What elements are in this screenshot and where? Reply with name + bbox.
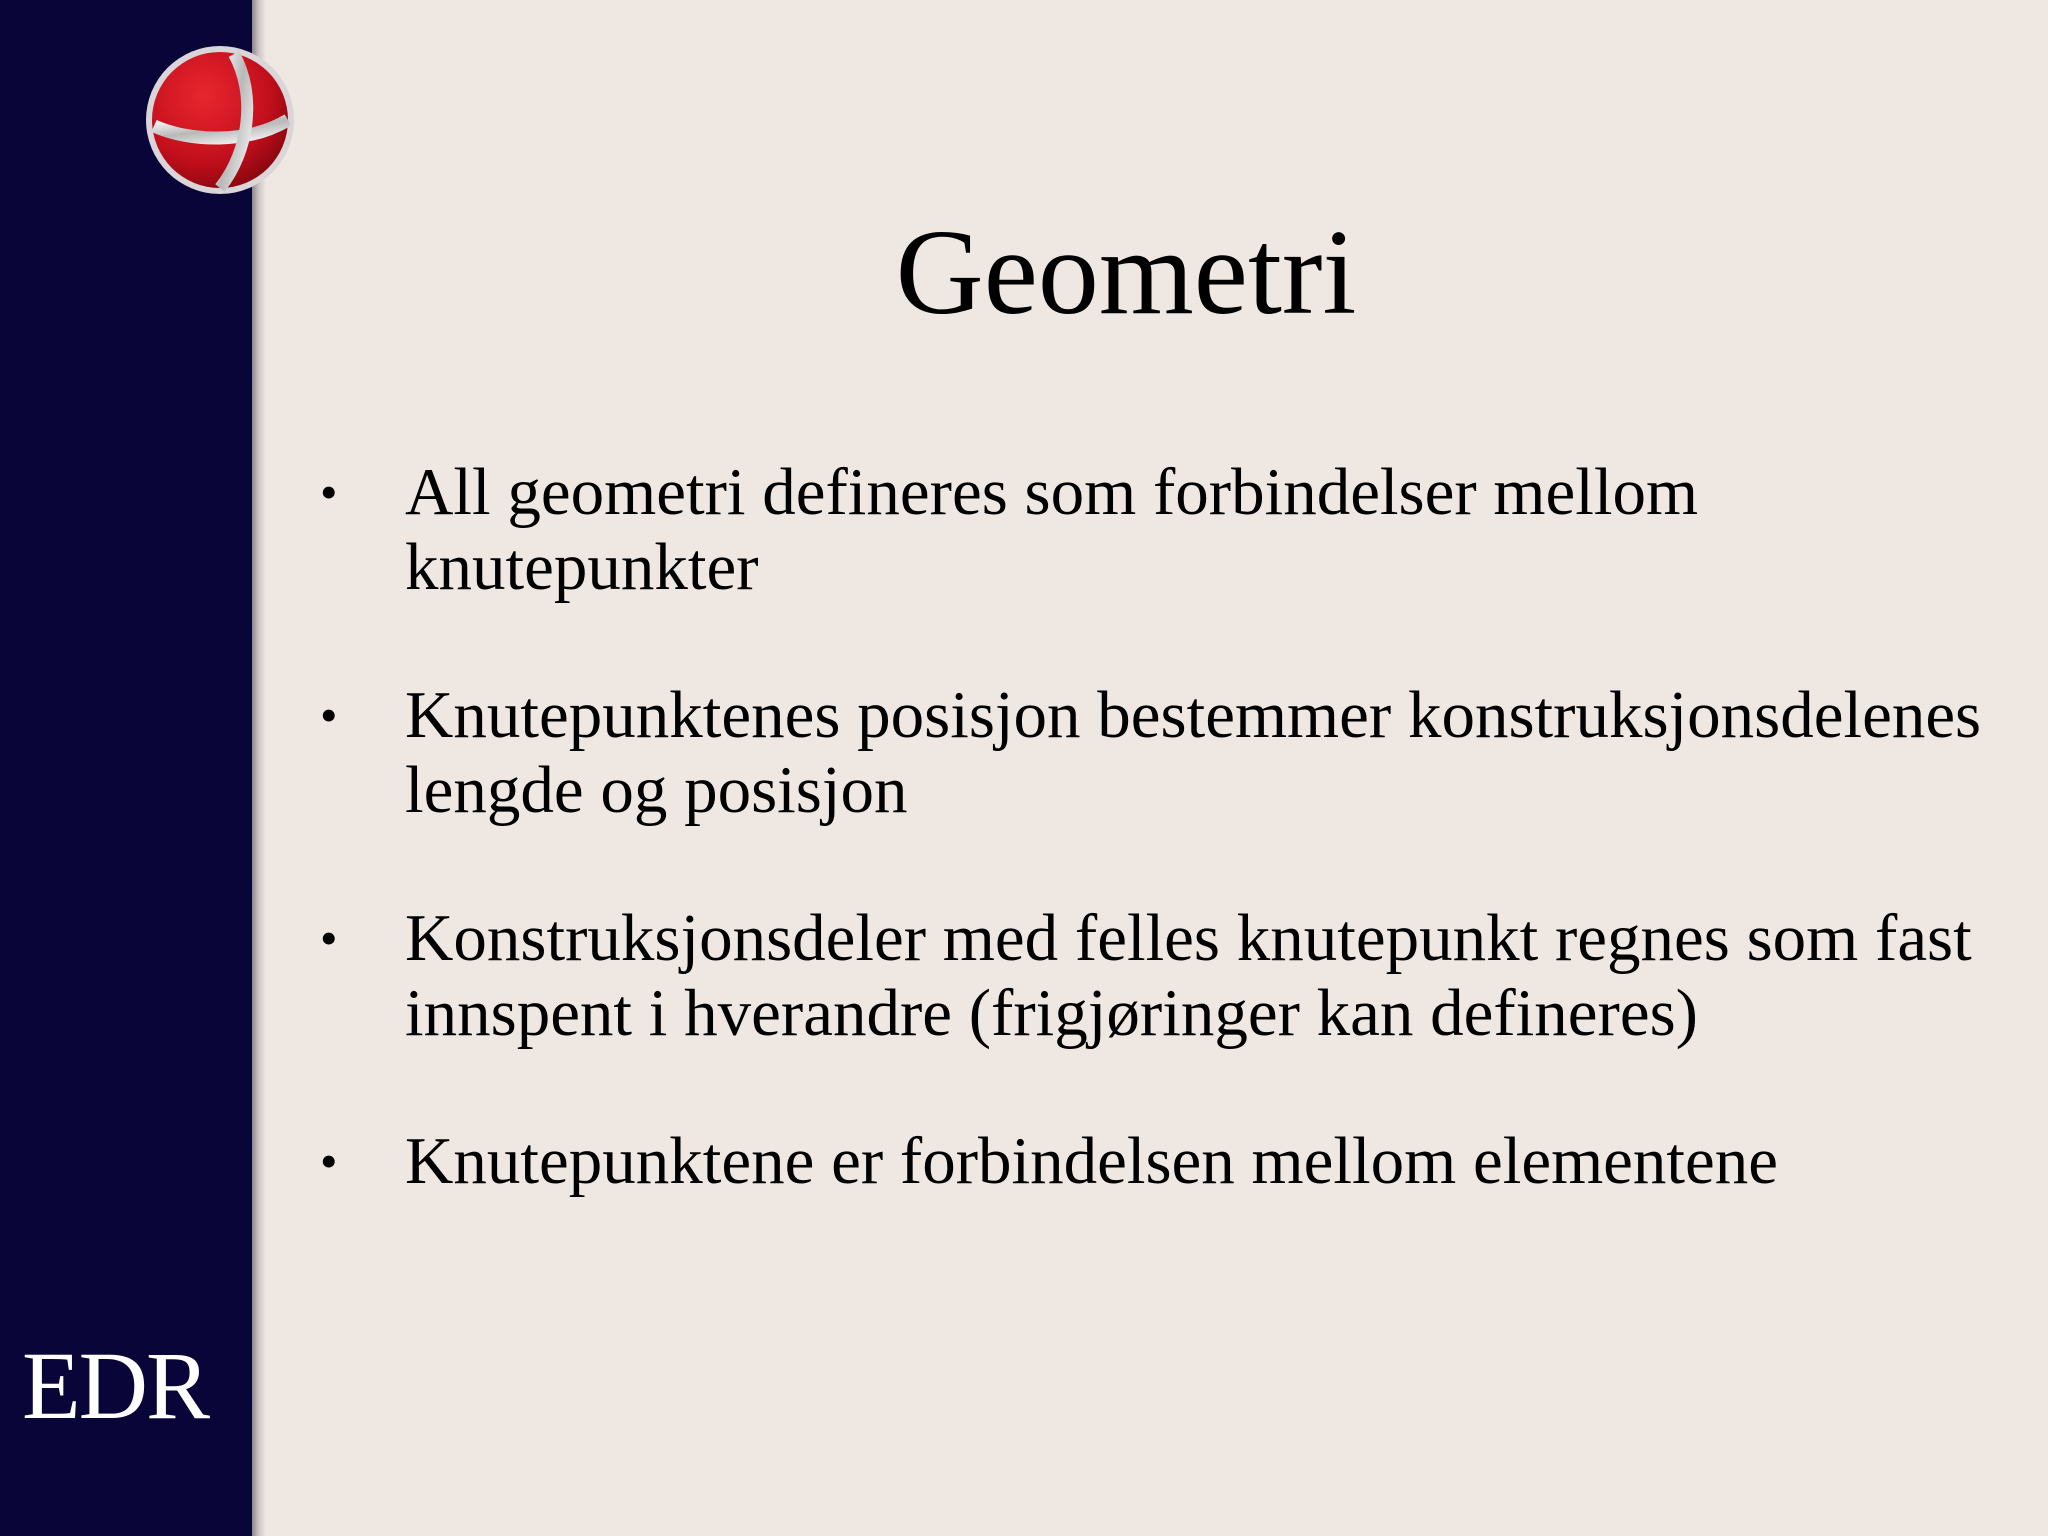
bullet-item xyxy=(320,678,2020,828)
bullet-item xyxy=(320,1124,2020,1199)
bullet-item xyxy=(320,455,2020,605)
brand-label: EDR xyxy=(22,1332,208,1439)
slide-title: Geometri xyxy=(895,205,1357,340)
bullet-icon: • xyxy=(320,464,338,520)
bullet-icon: • xyxy=(320,910,338,966)
bullet-text: Knutepunktenes posisjon bestemmer konstruksjonsdelenes lengde og posisjon xyxy=(405,678,1982,827)
bullet-list xyxy=(320,455,2020,1272)
bullet-icon: • xyxy=(320,687,338,743)
bullet-text: Knutepunktene er forbindelsen mellom elementene xyxy=(405,1124,1779,1198)
bullet-item xyxy=(320,901,2020,1051)
bullet-icon: • xyxy=(320,1133,338,1189)
bullet-text: Konstruksjonsdeler med felles knutepunkt regnes som fast innspent i hverandre (frigjøringer kan defineres) xyxy=(405,901,1972,1050)
red-globe-logo-icon xyxy=(140,38,300,204)
bullet-text: All geometri defineres som forbindelser mellom knutepunkter xyxy=(405,455,1699,604)
sidebar xyxy=(0,0,258,1536)
sidebar-edge xyxy=(252,0,266,1536)
